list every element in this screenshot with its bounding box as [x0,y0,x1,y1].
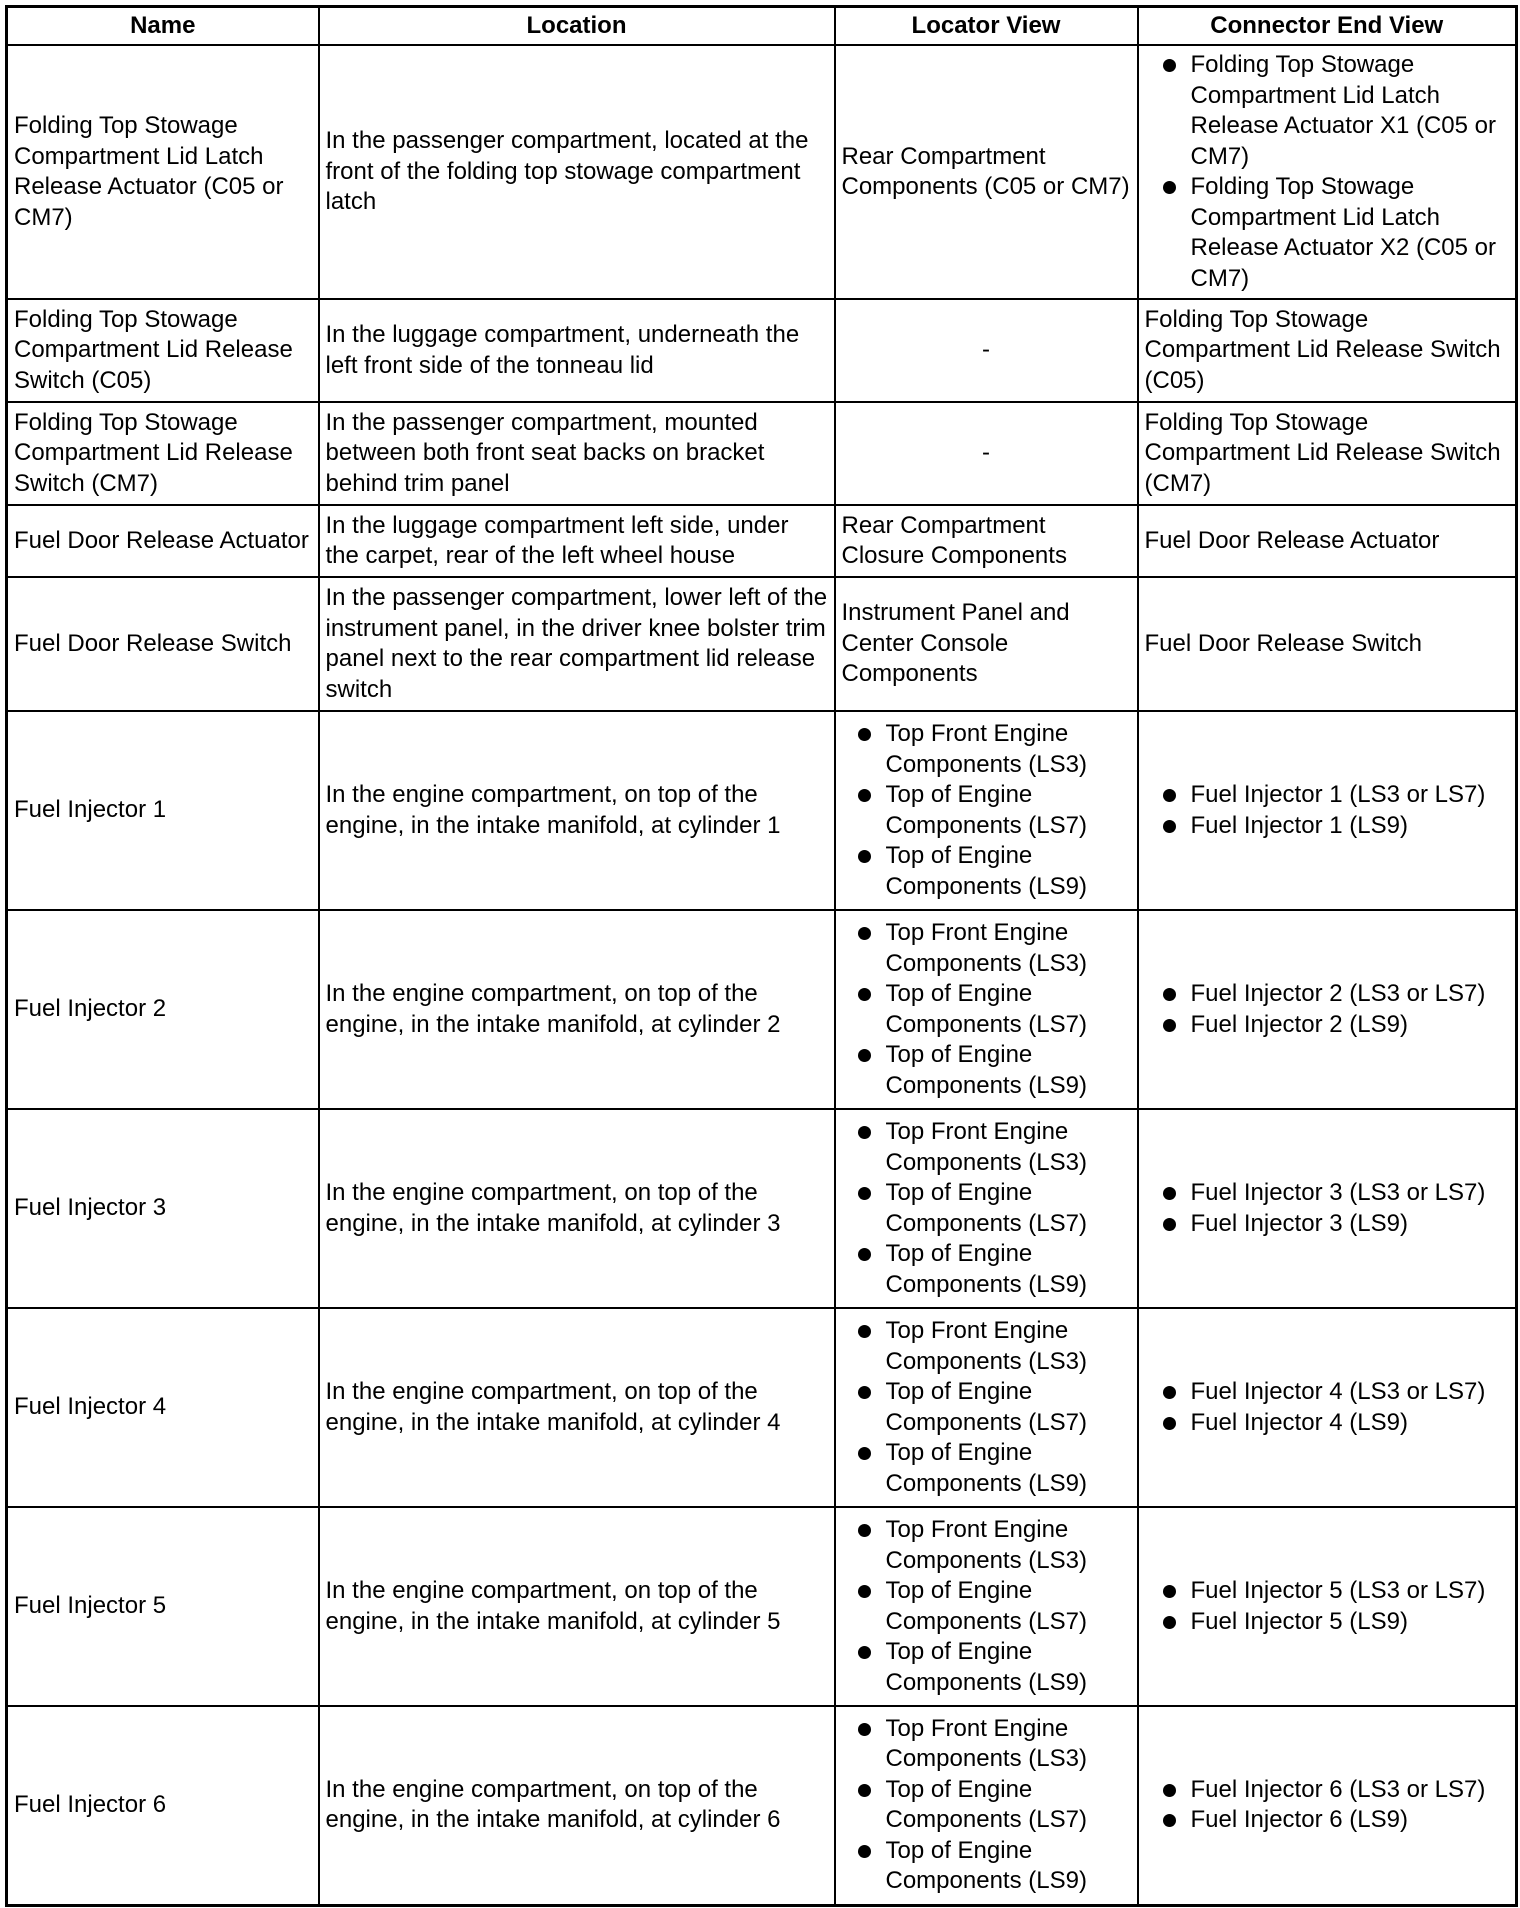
cell-connector-end-view: Fuel Door Release Switch [1138,577,1517,711]
cell-location: In the engine compartment, on top of the engine, in the intake manifold, at cylinder 6 [319,1706,835,1905]
header-row [7,7,1517,46]
locator-list [852,918,1131,1101]
cell-connector-end-view [1138,711,1517,910]
cell-locator-view [835,910,1138,1109]
locator-list-item: Top Front Engine Components (LS3) [852,1117,1131,1178]
table-row [7,1308,1517,1507]
cell-connector-end-view [1138,910,1517,1109]
cell-connector-end-view: Fuel Door Release Actuator [1138,505,1517,577]
connector-list-item: Fuel Injector 2 (LS9) [1157,1010,1510,1041]
cell-locator-view: Rear Compartment Closure Components [835,505,1138,577]
locator-list-item: Top of Engine Components (LS7) [852,780,1131,841]
cell-location: In the passenger compartment, mounted between both front seat backs on bracket behind trim panel [319,402,835,505]
table-row [7,1109,1517,1308]
cell-locator-view: - [835,299,1138,402]
locator-list-item: Top of Engine Components (LS9) [852,1637,1131,1698]
header-connector-end-view: Connector End View [1138,7,1517,46]
header-name: Name [7,7,319,46]
component-locator-table [5,5,1518,1907]
locator-list [852,1515,1131,1698]
cell-name: Fuel Injector 5 [7,1507,319,1706]
table-row [7,1706,1517,1905]
connector-list [1157,1775,1510,1836]
locator-list-item: Top of Engine Components (LS9) [852,1836,1131,1897]
cell-name: Fuel Door Release Actuator [7,505,319,577]
table-row [7,299,1517,402]
connector-list [1157,1576,1510,1637]
table-row [7,402,1517,505]
locator-list-item: Top Front Engine Components (LS3) [852,1714,1131,1775]
connector-list [1157,979,1510,1040]
connector-list-item: Fuel Injector 4 (LS9) [1157,1408,1510,1439]
cell-connector-end-view: Folding Top Stowage Compartment Lid Release Switch (CM7) [1138,402,1517,505]
locator-list-item: Top Front Engine Components (LS3) [852,918,1131,979]
connector-list [1157,780,1510,841]
locator-list-item: Top of Engine Components (LS7) [852,1377,1131,1438]
cell-locator-view: Rear Compartment Components (C05 or CM7) [835,45,1138,299]
table-row [7,711,1517,910]
connector-list-item: Fuel Injector 2 (LS3 or LS7) [1157,979,1510,1010]
cell-name: Folding Top Stowage Compartment Lid Release Switch (CM7) [7,402,319,505]
connector-list [1157,50,1510,294]
locator-list-item: Top of Engine Components (LS9) [852,1438,1131,1499]
cell-name: Folding Top Stowage Compartment Lid Latch Release Actuator (C05 or CM7) [7,45,319,299]
cell-name: Fuel Injector 3 [7,1109,319,1308]
connector-list-item: Fuel Injector 6 (LS9) [1157,1805,1510,1836]
connector-list-item: Fuel Injector 5 (LS3 or LS7) [1157,1576,1510,1607]
cell-location: In the engine compartment, on top of the engine, in the intake manifold, at cylinder 5 [319,1507,835,1706]
cell-name: Fuel Injector 2 [7,910,319,1109]
header-locator-view: Locator View [835,7,1138,46]
cell-name: Folding Top Stowage Compartment Lid Release Switch (C05) [7,299,319,402]
cell-location: In the engine compartment, on top of the engine, in the intake manifold, at cylinder 2 [319,910,835,1109]
connector-list-item: Fuel Injector 3 (LS9) [1157,1209,1510,1240]
cell-name: Fuel Door Release Switch [7,577,319,711]
locator-list-item: Top of Engine Components (LS9) [852,1239,1131,1300]
connector-list-item: Fuel Injector 5 (LS9) [1157,1607,1510,1638]
connector-list-item: Folding Top Stowage Compartment Lid Latch Release Actuator X2 (C05 or CM7) [1157,172,1510,294]
locator-list-item: Top of Engine Components (LS7) [852,1775,1131,1836]
connector-list-item: Fuel Injector 3 (LS3 or LS7) [1157,1178,1510,1209]
locator-list-item: Top of Engine Components (LS7) [852,979,1131,1040]
locator-list [852,1117,1131,1300]
table-row [7,1507,1517,1706]
cell-connector-end-view [1138,1109,1517,1308]
locator-list [852,1714,1131,1897]
locator-list-item: Top of Engine Components (LS7) [852,1178,1131,1239]
table-row [7,505,1517,577]
table-body [7,45,1517,1905]
connector-list [1157,1178,1510,1239]
cell-locator-view [835,1109,1138,1308]
cell-locator-view [835,1308,1138,1507]
locator-list-item: Top Front Engine Components (LS3) [852,1515,1131,1576]
connector-list-item: Fuel Injector 6 (LS3 or LS7) [1157,1775,1510,1806]
cell-locator-view: - [835,402,1138,505]
cell-location: In the luggage compartment, underneath the left front side of the tonneau lid [319,299,835,402]
cell-connector-end-view [1138,1706,1517,1905]
connector-list-item: Fuel Injector 1 (LS9) [1157,811,1510,842]
connector-list-item: Fuel Injector 1 (LS3 or LS7) [1157,780,1510,811]
connector-list [1157,1377,1510,1438]
cell-name: Fuel Injector 1 [7,711,319,910]
cell-connector-end-view [1138,1507,1517,1706]
cell-name: Fuel Injector 4 [7,1308,319,1507]
table-row [7,45,1517,299]
locator-list-item: Top Front Engine Components (LS3) [852,719,1131,780]
locator-list-item: Top of Engine Components (LS7) [852,1576,1131,1637]
locator-list-item: Top Front Engine Components (LS3) [852,1316,1131,1377]
table-row [7,577,1517,711]
locator-list [852,1316,1131,1499]
locator-list-item: Top of Engine Components (LS9) [852,841,1131,902]
locator-list-item: Top of Engine Components (LS9) [852,1040,1131,1101]
cell-connector-end-view [1138,1308,1517,1507]
cell-locator-view [835,1706,1138,1905]
cell-locator-view [835,1507,1138,1706]
cell-locator-view [835,711,1138,910]
cell-location: In the passenger compartment, lower left of the instrument panel, in the driver knee bolster trim panel next to the rear compartment lid release switch [319,577,835,711]
cell-location: In the luggage compartment left side, under the carpet, rear of the left wheel house [319,505,835,577]
cell-connector-end-view: Folding Top Stowage Compartment Lid Release Switch (C05) [1138,299,1517,402]
cell-location: In the engine compartment, on top of the engine, in the intake manifold, at cylinder 4 [319,1308,835,1507]
table-row [7,910,1517,1109]
cell-connector-end-view [1138,45,1517,299]
cell-location: In the engine compartment, on top of the engine, in the intake manifold, at cylinder 3 [319,1109,835,1308]
cell-locator-view: Instrument Panel and Center Console Components [835,577,1138,711]
cell-location: In the engine compartment, on top of the engine, in the intake manifold, at cylinder 1 [319,711,835,910]
cell-location: In the passenger compartment, located at the front of the folding top stowage compartment latch [319,45,835,299]
connector-list-item: Fuel Injector 4 (LS3 or LS7) [1157,1377,1510,1408]
header-location: Location [319,7,835,46]
cell-name: Fuel Injector 6 [7,1706,319,1905]
locator-list [852,719,1131,902]
connector-list-item: Folding Top Stowage Compartment Lid Latch Release Actuator X1 (C05 or CM7) [1157,50,1510,172]
